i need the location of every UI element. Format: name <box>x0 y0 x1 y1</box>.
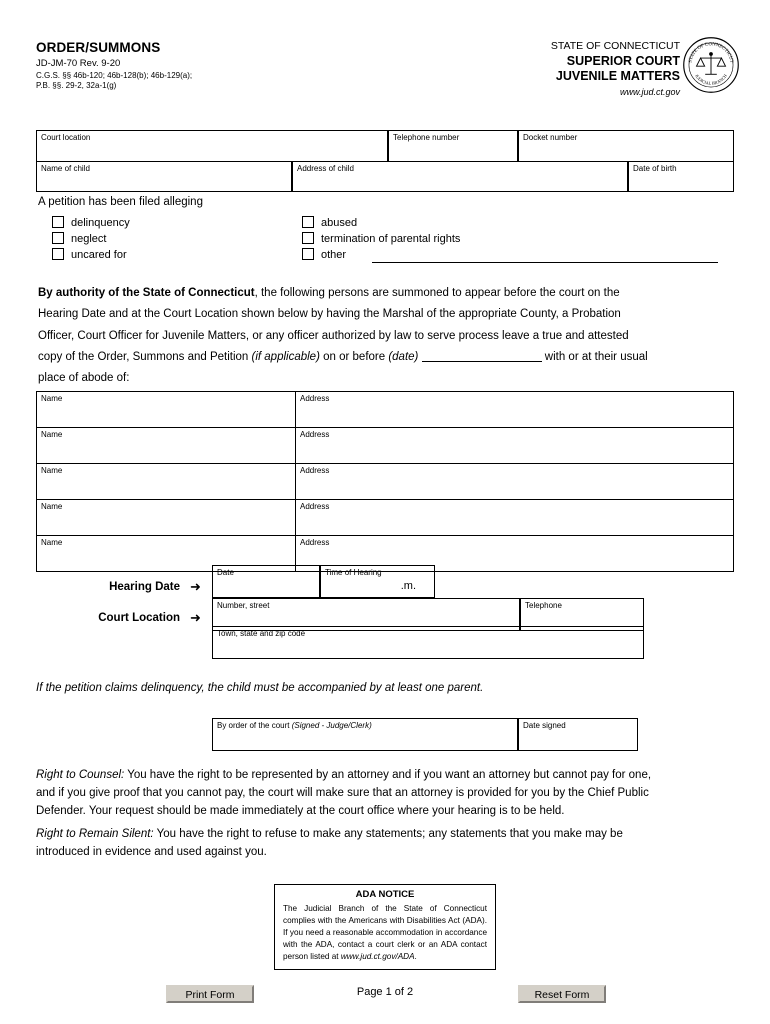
authority-text-1: , the following persons are summoned to appear before the court on the <box>254 287 620 299</box>
by-order-of-court-label: By order of the court (Signed - Judge/Clerk) <box>217 721 372 730</box>
date-signed-label: Date signed <box>523 721 566 730</box>
court-location-row-label: Court Location <box>98 612 180 624</box>
table-row[interactable] <box>37 392 734 428</box>
am-pm-label: .m. <box>400 580 416 592</box>
by-order-of-court-field[interactable] <box>212 718 518 751</box>
telephone-number-field[interactable] <box>388 130 518 162</box>
delinquency-note: If the petition claims delinquency, the child must be accompanied by at least one parent. <box>36 682 484 694</box>
table-row[interactable] <box>37 428 734 464</box>
right-to-counsel-text-3: Defender. Your request should be made immediately at the court office where your hearing is to be held. <box>36 804 565 817</box>
authority-line-5: place of abode of: <box>38 372 130 385</box>
statute-citation-2: P.B. §§. 29-2, 32a-1(g) <box>36 81 117 90</box>
website-url: www.jud.ct.gov <box>619 87 680 97</box>
number-street-label: Number, street <box>217 601 270 610</box>
docket-number-field[interactable] <box>518 130 734 162</box>
right-to-counsel-block <box>36 767 716 820</box>
svg-text:JUDICIAL BRANCH: JUDICIAL BRANCH <box>694 73 728 86</box>
person-address-cell[interactable]: Address <box>296 392 734 428</box>
authority-paragraph <box>38 283 718 389</box>
reset-form-button[interactable]: Reset Form <box>518 985 606 1003</box>
page-number-label: Page 1 of 2 <box>356 986 414 998</box>
service-date-input[interactable] <box>422 349 542 362</box>
person-name-cell[interactable]: Name <box>37 500 296 536</box>
header-left <box>36 40 376 91</box>
hearing-date-field-label: Date <box>217 568 234 577</box>
form-number: JD-JM-70 Rev. 9-20 <box>36 58 121 69</box>
hearing-date-label: Hearing Date <box>109 581 180 593</box>
print-form-button[interactable]: Print Form <box>166 985 254 1003</box>
docket-number-label: Docket number <box>523 133 578 142</box>
checkbox-abused-label: abused <box>321 217 358 229</box>
checkbox-row-uncared-for[interactable] <box>52 248 127 261</box>
right-to-remain-silent-text-2: introduced in evidence and used against you. <box>36 845 267 858</box>
authority-line-4b: (if applicable) <box>251 350 320 363</box>
name-of-child-field[interactable] <box>36 161 292 192</box>
state-label: STATE OF CONNECTICUT <box>550 40 680 52</box>
right-to-remain-silent-block <box>36 826 716 862</box>
authority-line-4e: with or at their usual <box>544 350 648 363</box>
court-division-label: JUVENILE MATTERS <box>555 69 680 83</box>
checkbox-termination-label: termination of parental rights <box>321 233 461 245</box>
authority-line-4c: on or before <box>319 350 389 363</box>
hearing-date-field[interactable] <box>212 565 320 598</box>
person-address-cell[interactable]: Address <box>296 464 734 500</box>
authority-line-2: Hearing Date and at the Court Location shown below by having the Marshal of the appropriate County, a Probation <box>38 308 621 321</box>
statute-citation-1: C.G.S. §§ 46b-120; 46b-128(b); 46b-129(a); <box>36 71 193 80</box>
name-of-child-label: Name of child <box>41 164 90 173</box>
ada-notice-title: ADA NOTICE <box>355 889 415 900</box>
checkbox-delinquency-icon[interactable] <box>52 216 64 228</box>
checkbox-row-other[interactable] <box>302 248 346 261</box>
person-name-cell[interactable]: Name <box>37 392 296 428</box>
date-of-birth-label: Date of birth <box>633 164 677 173</box>
checkbox-row-neglect[interactable] <box>52 232 106 245</box>
petition-heading: A petition has been filed alleging <box>38 196 203 208</box>
checkbox-uncared-for-label: uncared for <box>71 249 127 261</box>
state-seal-icon <box>682 36 740 94</box>
svg-text:STATE OF CONNECTICUT: STATE OF CONNECTICUT <box>688 42 734 64</box>
checkbox-delinquency-label: delinquency <box>71 217 130 229</box>
address-of-child-field[interactable] <box>292 161 628 192</box>
hearing-date-arrow-icon: ➜ <box>190 579 201 594</box>
checkbox-neglect-label: neglect <box>71 233 107 245</box>
right-to-remain-silent-label: Right to Remain Silent: <box>36 828 154 840</box>
authority-bold: By authority of the State of Connecticut <box>38 287 255 299</box>
checkbox-abused-icon[interactable] <box>302 216 314 228</box>
table-row[interactable] <box>37 464 734 500</box>
table-row[interactable] <box>37 500 734 536</box>
checkbox-uncared-for-icon[interactable] <box>52 248 64 260</box>
checkbox-termination-icon[interactable] <box>302 232 314 244</box>
hearing-telephone-label: Telephone <box>525 601 562 610</box>
header-right <box>420 40 680 97</box>
court-location-arrow-icon: ➜ <box>190 610 201 625</box>
right-to-remain-silent-text-1: You have the right to refuse to make any statements; any statements that you make may be <box>153 828 623 840</box>
date-of-birth-field[interactable] <box>628 161 734 192</box>
checkbox-row-delinquency[interactable] <box>52 216 130 229</box>
authority-line-4d: (date) <box>388 350 419 363</box>
town-state-zip-label: Town, state and zip code <box>217 629 306 638</box>
court-label: SUPERIOR COURT <box>566 54 680 68</box>
checkbox-row-termination[interactable] <box>302 232 460 245</box>
date-signed-field[interactable] <box>518 718 638 751</box>
person-address-cell[interactable]: Address <box>296 500 734 536</box>
form-title: ORDER/SUMMONS <box>36 40 161 55</box>
ada-notice-body: The Judicial Branch of the State of Connecticut complies with the Americans with Disabilities Act (ADA). If you need a reasonable accommodation in accordance with the ADA, contact a court clerk or an ADA contact person listed at www.jud.ct.gov/ADA. <box>283 904 487 961</box>
town-state-zip-field[interactable] <box>212 626 644 659</box>
checkbox-other-icon[interactable] <box>302 248 314 260</box>
person-name-cell[interactable]: Name <box>37 428 296 464</box>
hearing-time-field[interactable] <box>320 565 435 598</box>
telephone-number-label: Telephone number <box>393 133 460 142</box>
hearing-time-field-label: Time of Hearing <box>325 568 382 577</box>
person-name-cell[interactable]: Name <box>37 464 296 500</box>
person-address-cell[interactable]: Address <box>296 428 734 464</box>
ada-notice <box>274 884 496 970</box>
address-of-child-label: Address of child <box>297 164 354 173</box>
authority-line-3: Officer, Court Officer for Juvenile Matters, or any officer authorized by law to serve process leave a true and attested <box>38 329 629 342</box>
checkbox-other-label: other <box>321 249 347 261</box>
court-location-field[interactable] <box>36 130 388 162</box>
person-name-cell[interactable]: Name <box>37 536 296 572</box>
checkbox-neglect-icon[interactable] <box>52 232 64 244</box>
right-to-counsel-text-2: and if you give proof that you cannot pay, the court will make sure that an attorney is provided for you by the Chief Public <box>36 786 649 799</box>
right-to-counsel-label: Right to Counsel: <box>36 769 125 781</box>
authority-line-4a: copy of the Order, Summons and Petition <box>38 350 252 363</box>
persons-table <box>36 391 734 572</box>
right-to-counsel-text-1: You have the right to be represented by an attorney and if you want an attorney but cannot pay for one, <box>124 769 652 781</box>
checkbox-row-abused[interactable] <box>302 216 357 229</box>
other-text-input[interactable] <box>372 261 718 263</box>
court-location-label: Court location <box>41 133 91 142</box>
person-address-cell[interactable]: Address <box>296 536 734 572</box>
